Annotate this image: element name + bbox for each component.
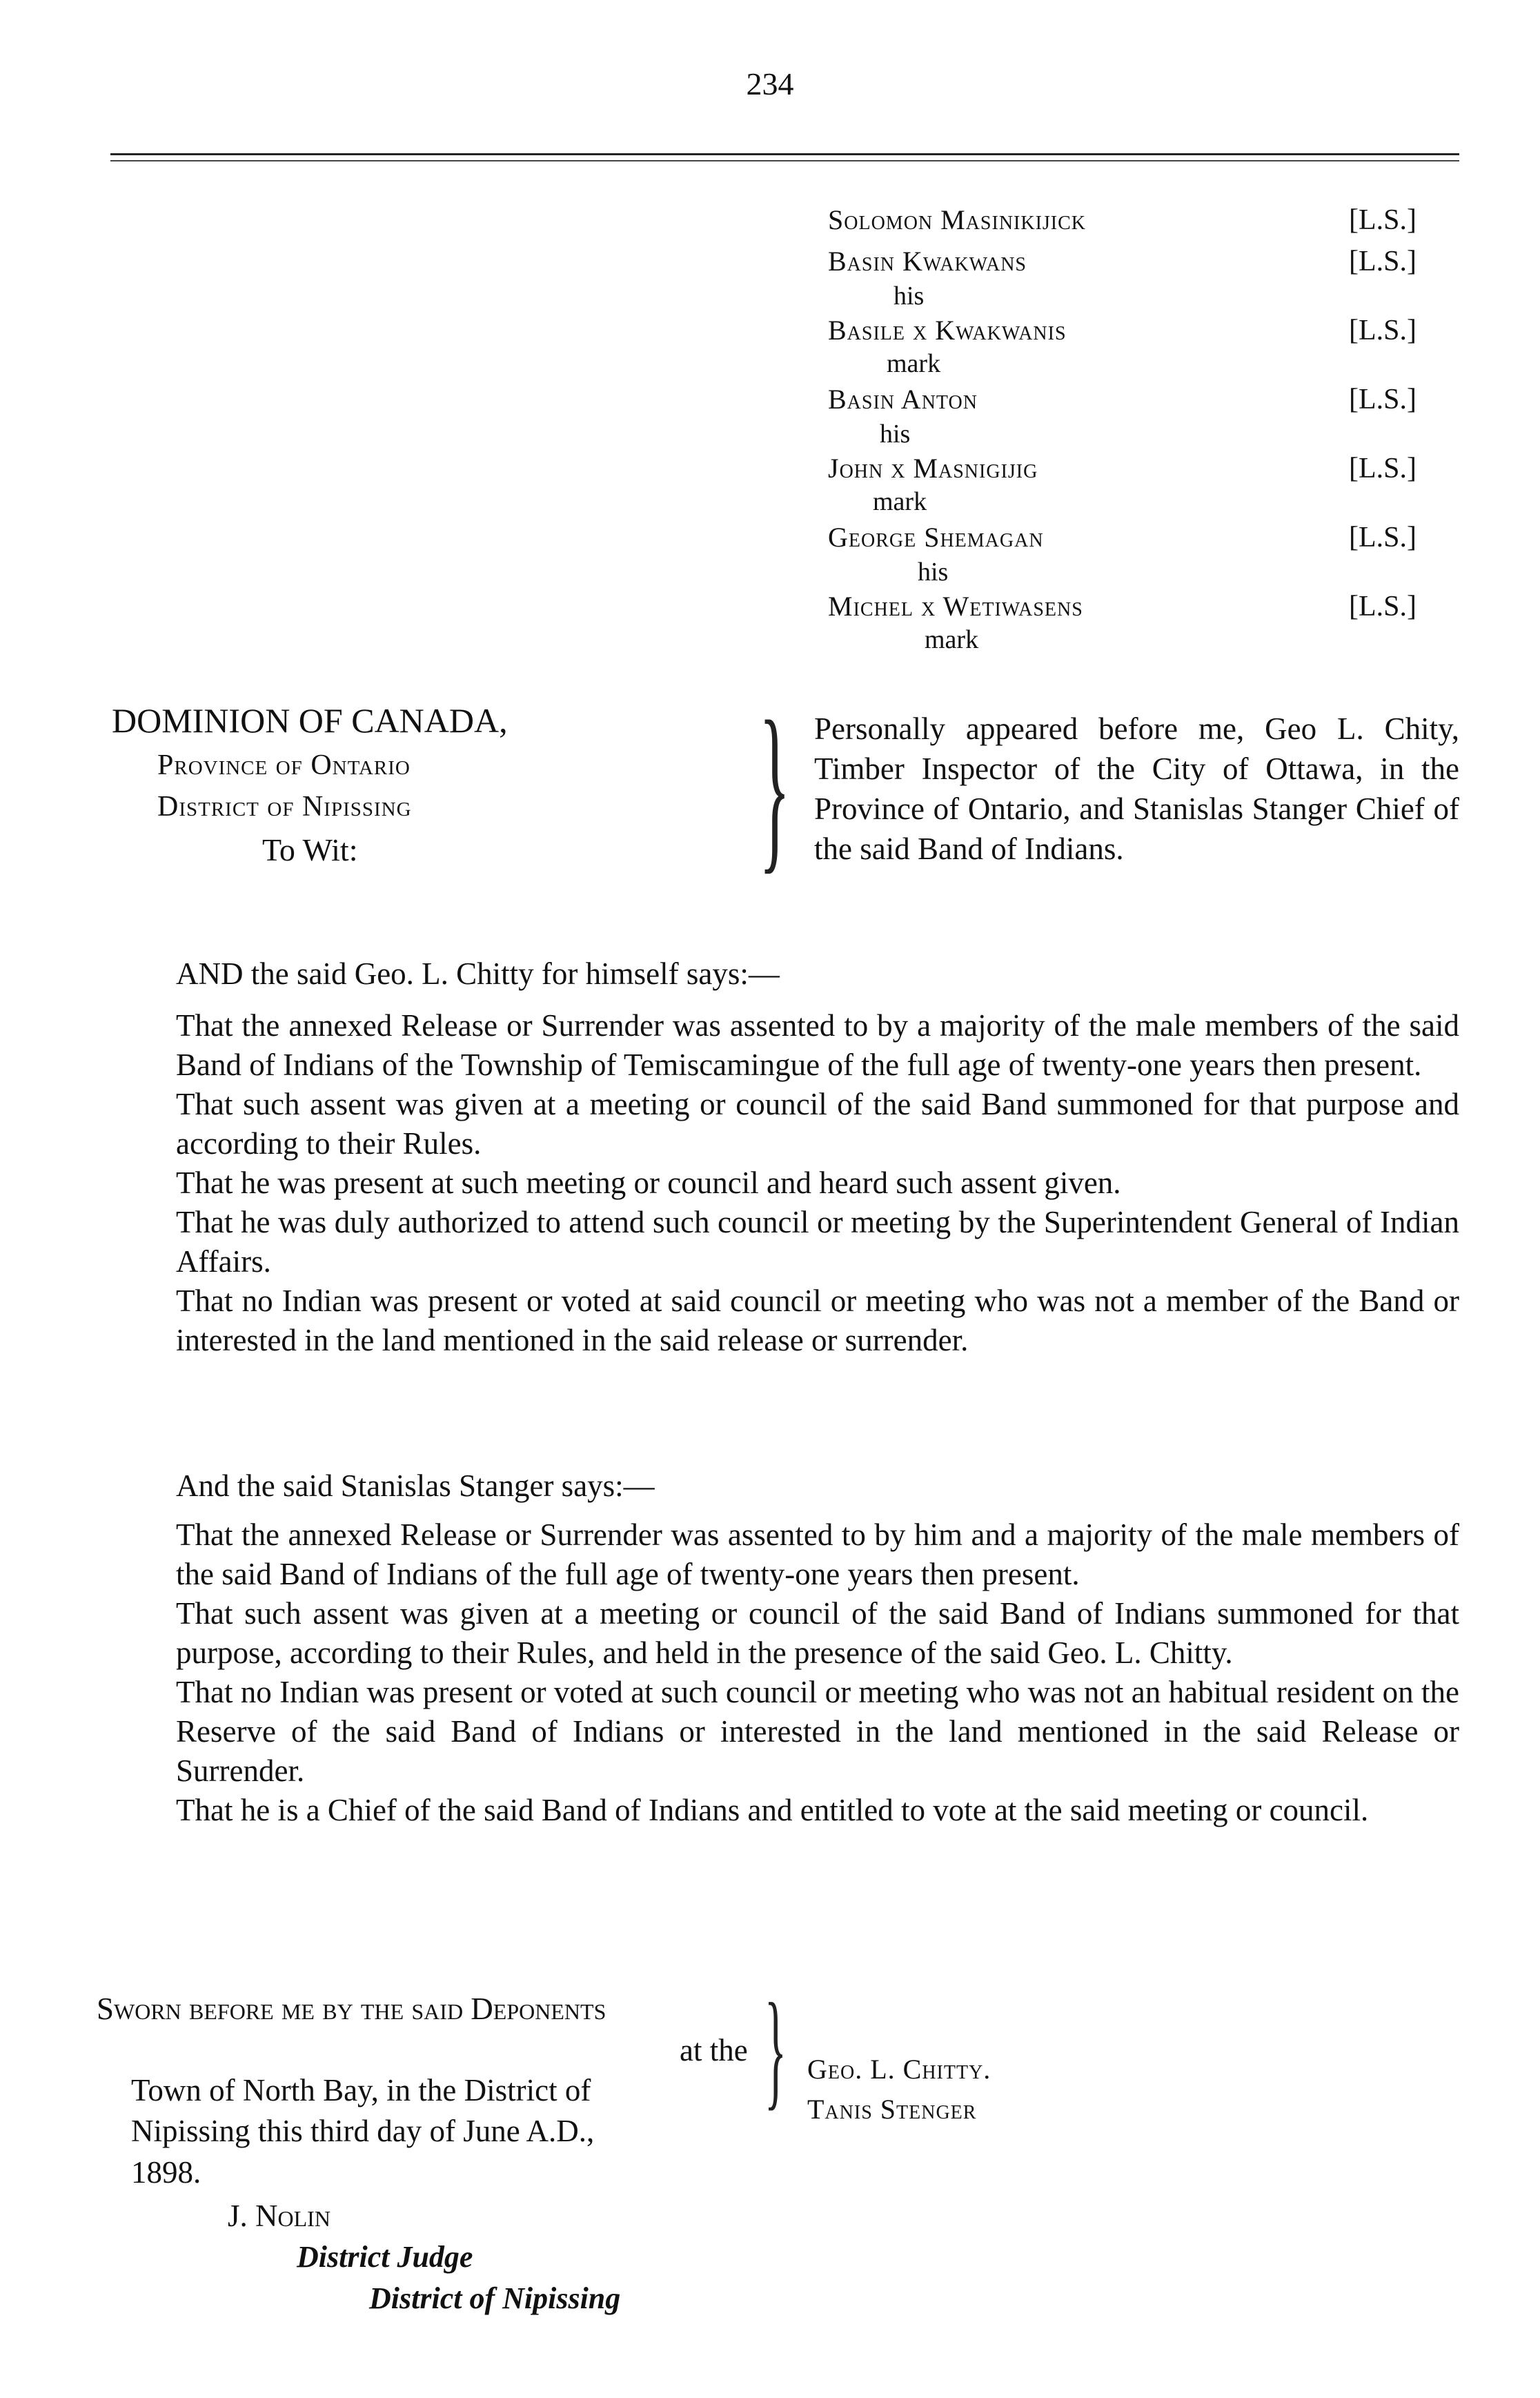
seal-mark: [L.S.]	[1349, 591, 1416, 622]
seal-mark: [L.S.]	[1349, 315, 1416, 346]
affidavit-paragraph: That he was present at such meeting or council and heard such assent given.	[176, 1166, 1121, 1200]
signatory-name: George Shemagan	[828, 522, 1044, 553]
affidavit-paragraph: That the annexed Release or Surrender was assented to by him and a majority of the male members of the said Band of Indians of the full age of twenty-one years then present.	[176, 1517, 1459, 1591]
venue-dominion: DOMINION OF CANADA,	[112, 701, 508, 740]
jurat-brace: }	[764, 1977, 787, 2122]
judge-district: District of Nipissing	[369, 2281, 621, 2315]
deponent-signature: Geo. L. Chitty.	[807, 2054, 991, 2085]
judge-name: J. Nolin	[228, 2199, 330, 2233]
jurat-line: Town of North Bay, in the District of	[131, 2073, 591, 2107]
his-label: his	[918, 558, 949, 587]
appearance-statement: Personally appeared before me, Geo L. Chity, Timber Inspector of the City of Ottawa, in the Province of Ontario, and Stanislas Stanger Chief of the said Band of Indians.	[814, 711, 1459, 866]
deponent-signature: Tanis Stenger	[807, 2094, 977, 2125]
affidavit-paragraph: That such assent was given at a meeting or council of the said Band summoned for that purpose and according to their Rules.	[176, 1087, 1459, 1161]
mark-label: mark	[873, 487, 927, 516]
affidavit-paragraph: That the annexed Release or Surrender was assented to by a majority of the male members of the said Band of Indians of the Township of Temiscamingue of the full age of twenty-one years then present.	[176, 1008, 1459, 1082]
seal-mark: [L.S.]	[1349, 246, 1416, 277]
signatory-name: Michel x Wetiwasens	[828, 591, 1083, 622]
mark-label: mark	[887, 349, 941, 378]
signatory-name: John x Masnigijig	[828, 453, 1038, 484]
stanger-heading: And the said Stanislas Stanger says:—	[176, 1468, 655, 1503]
page-number: 234	[746, 66, 794, 101]
chitty-heading: AND the said Geo. L. Chitty for himself says:—	[176, 956, 780, 991]
header-rule	[110, 153, 1459, 155]
signatory-name: Basin Kwakwans	[828, 246, 1027, 277]
his-label: his	[880, 420, 911, 449]
affidavit-paragraph: That he was duly authorized to attend such council or meeting by the Superintendent General of Indian Affairs.	[176, 1205, 1459, 1279]
signatory-name: Basin Anton	[828, 384, 978, 415]
venue-district: District of Nipissing	[157, 791, 412, 823]
affidavit-paragraph: That no Indian was present or voted at said council or meeting who was not a member of the Band or interested in the land mentioned in the said release or surrender.	[176, 1284, 1459, 1357]
affidavit-paragraph: That such assent was given at a meeting or council of the said Band of Indians summoned for that purpose, according to their Rules, and held in the presence of the said Geo. L. Chitty.	[176, 1596, 1459, 1670]
stanger-affidavit	[103, 1466, 1459, 1830]
header-rule-secondary	[110, 160, 1459, 161]
seal-mark: [L.S.]	[1349, 522, 1416, 553]
jurat-line: Sworn before me by the said Deponents	[97, 1992, 606, 2026]
jurat-line: at the	[680, 2033, 748, 2067]
seal-mark: [L.S.]	[1349, 384, 1416, 415]
jurat-line: Nipissing this third day of June A.D.,	[131, 2114, 595, 2148]
affidavit-paragraph: That he is a Chief of the said Band of Indians and entitled to vote at the said meeting or council.	[176, 1793, 1369, 1827]
affidavit-paragraph: That no Indian was present or voted at such council or meeting who was not an habitual resident on the Reserve of the said Band of Indians or interested in the land mentioned in the said Release or Surrender.	[176, 1675, 1459, 1788]
judge-title: District Judge	[297, 2240, 473, 2274]
his-label: his	[894, 282, 925, 311]
signatory-name: Basile x Kwakwanis	[828, 315, 1067, 346]
chitty-affidavit	[103, 954, 1459, 1360]
mark-label: mark	[925, 625, 979, 654]
venue-to-wit: To Wit:	[262, 832, 358, 867]
venue-province: Province of Ontario	[157, 749, 411, 781]
jurat-line: 1898.	[131, 2155, 201, 2190]
signatory-name: Solomon Masinikijick	[828, 204, 1087, 235]
seal-mark: [L.S.]	[1349, 453, 1416, 484]
seal-mark: [L.S.]	[1349, 204, 1416, 236]
venue-brace: }	[759, 683, 791, 890]
